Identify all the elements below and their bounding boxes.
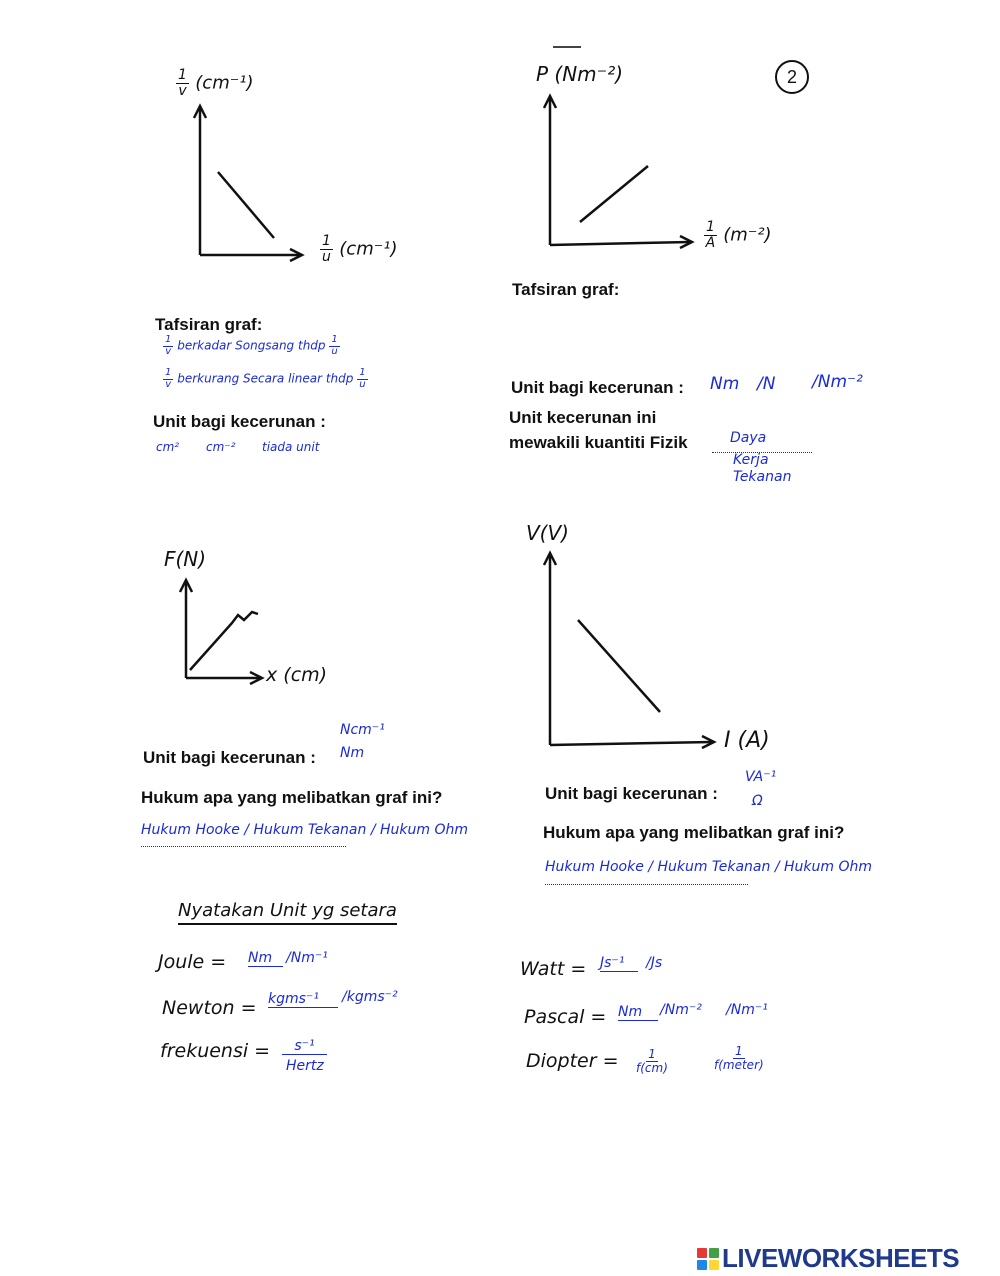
- graph4-line: [578, 620, 660, 712]
- diopter-option-1[interactable]: $\frac{1}{f(cm)}$: [636, 1047, 668, 1075]
- logo-square-1: [697, 1248, 707, 1258]
- diopter-label: Diopter =: [526, 1050, 619, 1072]
- graph2-y-label: P (Nm⁻²): [536, 62, 624, 86]
- graph2-tafsiran-label: Tafsiran graf:: [512, 280, 620, 299]
- graph1-tafsiran-label: Tafsiran graf:: [155, 315, 263, 334]
- frekuensi-option-2[interactable]: Hertz: [286, 1058, 324, 1074]
- graph3-x-label: x (cm): [266, 664, 328, 686]
- graph3-unit-label: Unit bagi kecerunan :: [143, 748, 316, 767]
- pascal-label: Pascal =: [524, 1006, 607, 1028]
- graph1-y-label: $\frac{1}{v}$ (cm⁻¹): [178, 67, 254, 99]
- newton-option-2[interactable]: /kgms⁻²: [342, 989, 398, 1005]
- graph1-answer-option-1[interactable]: $\frac{1}{v}$ berkadar Songsang thdp $\frac{1}{u}$: [165, 334, 338, 357]
- graph2-quantity-option-3[interactable]: Tekanan: [733, 469, 792, 485]
- equivalents-title: Nyatakan Unit yg setara: [178, 900, 397, 921]
- graph4-x-label: I (A): [724, 728, 770, 753]
- frekuensi-option-1[interactable]: s⁻¹: [282, 1038, 327, 1055]
- graph2-line: [580, 166, 648, 222]
- liveworksheets-logo: [697, 1243, 959, 1274]
- watt-option-1[interactable]: Js⁻¹: [600, 955, 638, 972]
- liveworksheets-logo-icon: [697, 1248, 719, 1270]
- watt-label: Watt =: [520, 958, 587, 980]
- graph1-unit-option-3[interactable]: tiada unit: [262, 440, 320, 454]
- newton-option-1[interactable]: kgms⁻¹: [268, 991, 338, 1008]
- graph3-unit-option-2[interactable]: Nm: [340, 745, 365, 761]
- pascal-option-3[interactable]: /Nm⁻¹: [726, 1002, 768, 1018]
- graph1-unit-option-1[interactable]: cm²: [156, 440, 180, 454]
- graph3-unit-option-1[interactable]: Ncm⁻¹: [340, 722, 385, 738]
- graph2-quantity-option-1[interactable]: Daya: [730, 430, 767, 446]
- watt-option-2[interactable]: /Js: [646, 955, 663, 971]
- pascal-option-2[interactable]: /Nm⁻²: [660, 1002, 702, 1018]
- graph4-x-axis: [550, 742, 712, 745]
- page-number: 2: [786, 67, 797, 87]
- joule-option-2[interactable]: /Nm⁻¹: [286, 950, 328, 966]
- pascal-option-1[interactable]: Nm: [618, 1004, 658, 1021]
- graph2-unit-option-2[interactable]: /N: [757, 374, 776, 394]
- graph2-unit-option-3[interactable]: /Nm⁻²: [812, 372, 863, 392]
- logo-square-3: [697, 1260, 707, 1270]
- frekuensi-label: frekuensi =: [160, 1040, 271, 1062]
- liveworksheets-brand: LIVEWORKSHEETS: [722, 1243, 960, 1273]
- graph2-quantity-option-2[interactable]: Kerja: [733, 452, 769, 468]
- graph1-answer-option-2[interactable]: $\frac{1}{v}$ berkurang Secara linear thdp $\frac{1}{u}$: [165, 367, 366, 390]
- graph4-unit-option-2[interactable]: Ω: [752, 793, 763, 809]
- graph4-law-options[interactable]: Hukum Hooke / Hukum Tekanan / Hukum Ohm: [545, 859, 872, 875]
- diopter-option-2[interactable]: $\frac{1}{\text{f(meter)}}$: [714, 1044, 764, 1072]
- graph2-quantity-label-2: mewakili kuantiti Fizik: [509, 433, 688, 452]
- joule-option-1[interactable]: Nm: [248, 950, 283, 967]
- graph4-unit-option-1[interactable]: VA⁻¹: [745, 769, 777, 785]
- graph2-x-label: $\frac{1}{A}$ (m⁻²): [705, 219, 772, 251]
- graph2-unit-label: Unit bagi kecerunan :: [511, 378, 684, 397]
- graph2-unit-option-1[interactable]: Nm: [710, 374, 740, 394]
- joule-label: Joule =: [158, 951, 227, 973]
- graph2-x-axis: [550, 242, 690, 245]
- graph4-unit-label: Unit bagi kecerunan :: [545, 784, 718, 803]
- graph3-law-question: Hukum apa yang melibatkan graf ini?: [141, 788, 443, 807]
- newton-label: Newton =: [162, 997, 257, 1019]
- graph1-unit-label: Unit bagi kecerunan :: [153, 412, 326, 431]
- graph1-unit-option-2[interactable]: cm⁻²: [206, 440, 236, 454]
- graph3-law-options[interactable]: Hukum Hooke / Hukum Tekanan / Hukum Ohm: [141, 822, 468, 838]
- graph2-quantity-label-1: Unit kecerunan ini: [509, 408, 657, 427]
- logo-square-4: [709, 1260, 719, 1270]
- graph3-line: [190, 612, 258, 670]
- graph1-line: [218, 172, 274, 238]
- logo-square-2: [709, 1248, 719, 1258]
- graph4-law-question: Hukum apa yang melibatkan graf ini?: [543, 823, 845, 842]
- graph4-y-label: V(V): [526, 521, 569, 545]
- graph3-y-label: F(N): [164, 547, 207, 571]
- graph1-x-label: $\frac{1}{u}$ (cm⁻¹): [322, 233, 398, 265]
